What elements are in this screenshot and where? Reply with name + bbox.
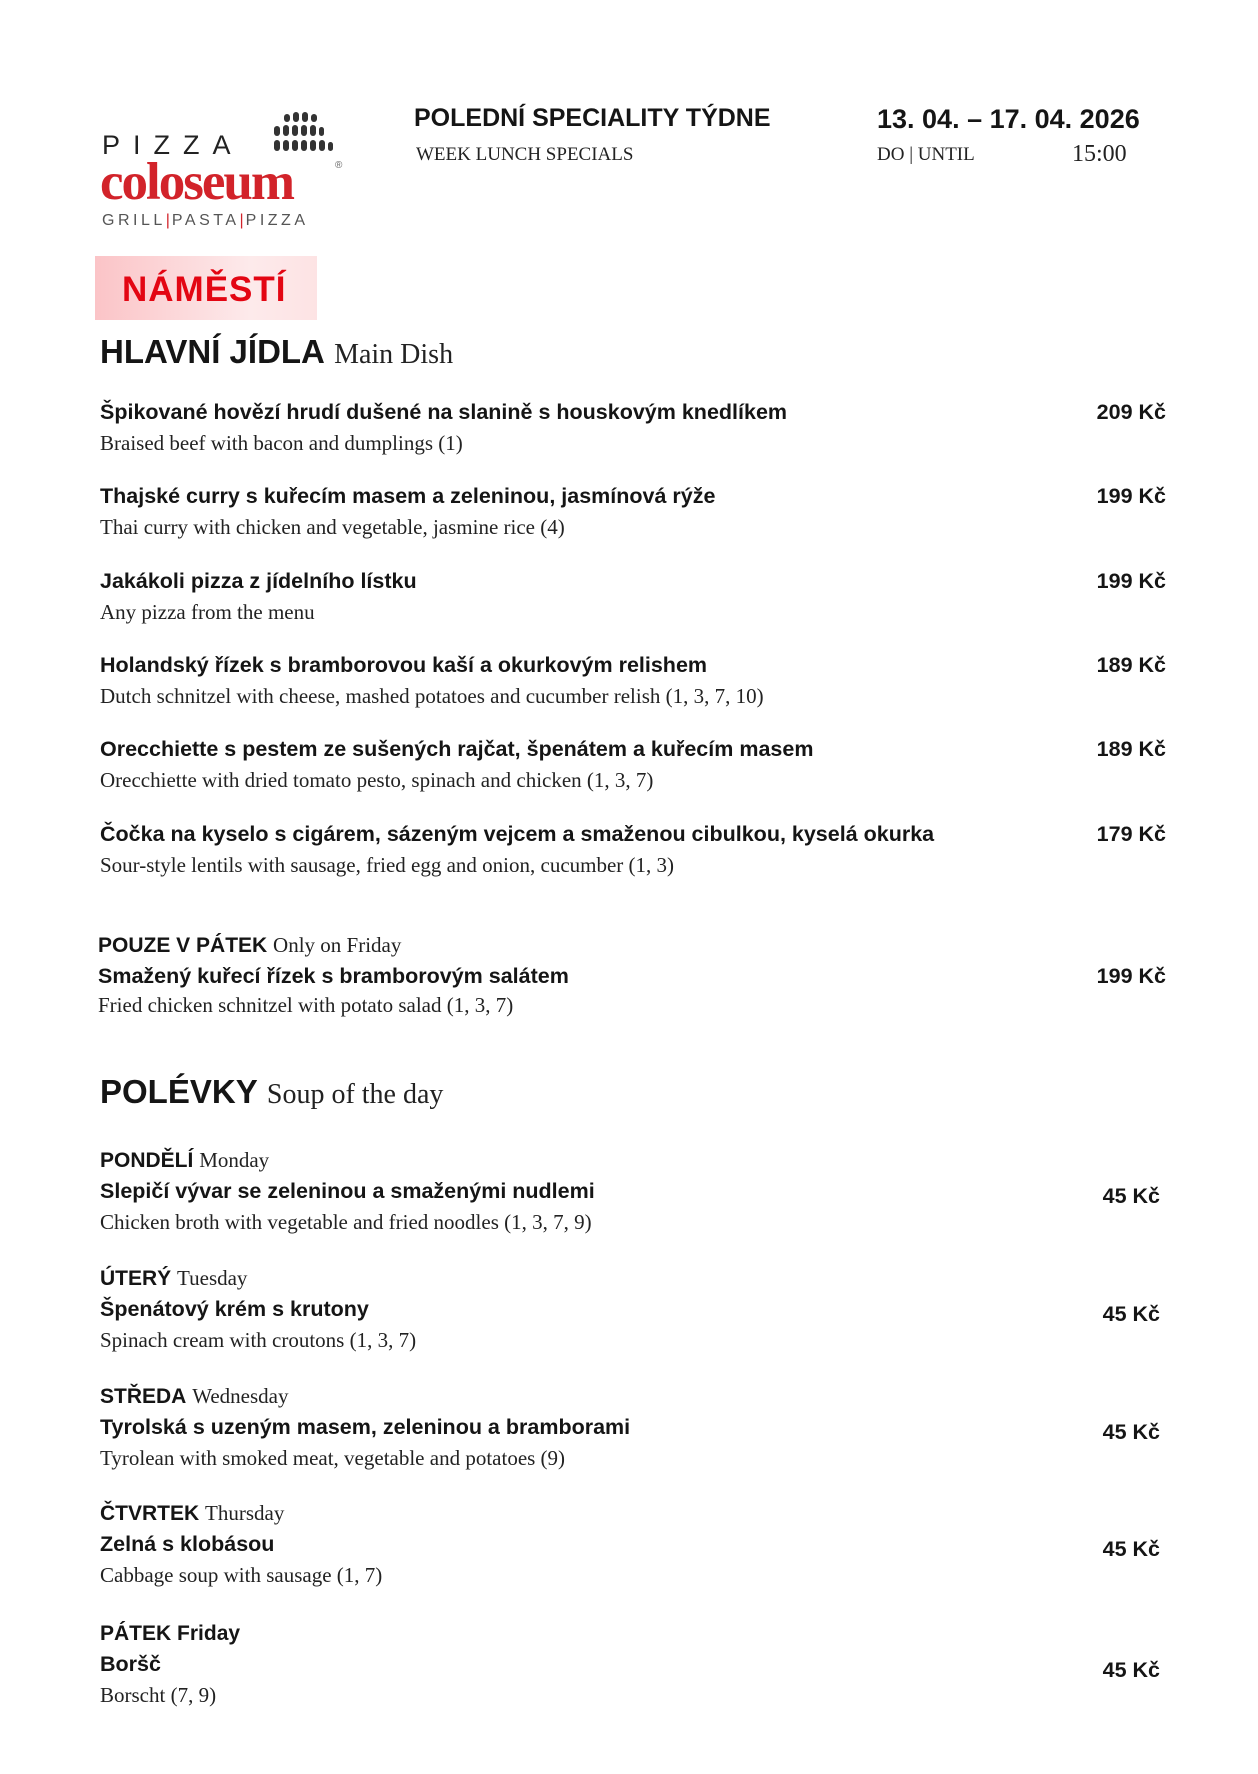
main-section-title xyxy=(100,333,453,371)
dish-price: 199 Kč xyxy=(1096,569,1166,593)
soup-price: 45 Kč xyxy=(1102,1302,1160,1326)
logo-brand-text: coloseum xyxy=(100,153,294,211)
day-cz: PÁTEK xyxy=(100,1622,172,1645)
tagline-separator: | xyxy=(165,212,172,229)
registered-mark: ® xyxy=(335,160,343,171)
dish-price: 189 Kč xyxy=(1096,737,1166,761)
menu-item xyxy=(100,653,1166,709)
day-cz: ÚTERÝ xyxy=(100,1267,172,1290)
soup-item xyxy=(100,1501,1160,1588)
soup-title-en: Soup of the day xyxy=(266,1079,444,1110)
dish-name-en: Any pizza from the menu xyxy=(100,600,315,624)
soup-section-title xyxy=(100,1073,443,1111)
menu-item xyxy=(100,737,1166,793)
until-label: DO | UNTIL xyxy=(877,144,975,165)
tagline-separator: | xyxy=(239,212,246,229)
soup-item xyxy=(100,1622,1160,1708)
soup-day xyxy=(100,1501,1160,1526)
header-subtitle: WEEK LUNCH SPECIALS xyxy=(416,144,634,165)
dish-name-en: Dutch schnitzel with cheese, mashed potatoes and cucumber relish (1, 3, 7, 10) xyxy=(100,684,764,708)
dish-name-en: Orecchiette with dried tomato pesto, spinach and chicken (1, 3, 7) xyxy=(100,768,654,792)
dish-name-en: Sour-style lentils with sausage, fried egg and onion, cucumber (1, 3) xyxy=(100,853,675,877)
logo xyxy=(100,106,360,236)
soup-day xyxy=(100,1148,1160,1173)
menu-item xyxy=(100,822,1166,878)
dish-name-cz: Jakákoli pizza z jídelního lístku xyxy=(100,569,417,593)
dish-name-en: Thai curry with chicken and vegetable, jasmine rice (4) xyxy=(100,515,565,539)
soup-name-cz: Slepičí vývar se zeleninou a smaženými nudlemi xyxy=(100,1179,595,1203)
day-en: Monday xyxy=(199,1148,270,1172)
dish-name-cz: Holandský řízek s bramborovou kaší a okurkovým relishem xyxy=(100,653,708,677)
menu-item xyxy=(100,484,1166,540)
day-cz: STŘEDA xyxy=(100,1385,187,1408)
day-en: Wednesday xyxy=(192,1384,289,1408)
tagline-grill: GRILL xyxy=(102,212,166,229)
location-label: NÁMĚSTÍ xyxy=(122,270,287,309)
friday-item xyxy=(98,964,1166,1018)
main-title-cz: HLAVNÍ JÍDLA xyxy=(100,333,325,370)
dish-name-cz: Thajské curry s kuřecím masem a zeleninou, jasmínová rýže xyxy=(100,484,716,508)
soup-day xyxy=(100,1266,1160,1291)
soup-title-cz: POLÉVKY xyxy=(100,1073,258,1110)
location-badge xyxy=(95,256,317,320)
dish-price: 199 Kč xyxy=(1096,484,1166,508)
dish-name-cz: Špikované hovězí hrudí dušené na slanině s houskovým knedlíkem xyxy=(100,400,788,424)
soup-day xyxy=(100,1622,1160,1646)
tagline-pasta: PASTA xyxy=(171,212,240,229)
soup-price: 45 Kč xyxy=(1102,1184,1160,1208)
soup-item xyxy=(100,1266,1160,1353)
friday-label-en: Only on Friday xyxy=(273,933,402,957)
soup-name-cz: Tyrolská s uzeným masem, zeleninou a bramborami xyxy=(100,1415,631,1439)
dish-name-cz: Orecchiette s pestem ze sušených rajčat, špenátem a kuřecím masem xyxy=(100,737,814,761)
soup-name-cz: Boršč xyxy=(100,1652,161,1676)
date-range: 13. 04. – 17. 04. 2026 xyxy=(877,104,1140,134)
day-en: Tuesday xyxy=(177,1266,248,1290)
soup-name-en: Borscht (7, 9) xyxy=(100,1683,217,1707)
soup-item xyxy=(100,1384,1160,1471)
soup-price: 45 Kč xyxy=(1102,1420,1160,1444)
soup-name-cz: Zelná s klobásou xyxy=(100,1532,275,1556)
dish-price: 209 Kč xyxy=(1096,400,1166,424)
menu-item xyxy=(100,400,1166,456)
tagline-pizza: PIZZA xyxy=(245,212,309,229)
soup-day xyxy=(100,1384,1160,1409)
soup-name-en: Cabbage soup with sausage (1, 7) xyxy=(100,1563,383,1587)
soup-name-en: Spinach cream with croutons (1, 3, 7) xyxy=(100,1328,417,1352)
menu-item xyxy=(100,569,1166,625)
until-time: 15:00 xyxy=(1072,141,1127,167)
main-title-en: Main Dish xyxy=(334,339,454,370)
dish-price: 189 Kč xyxy=(1096,653,1166,677)
header-title: POLEDNÍ SPECIALITY TÝDNE xyxy=(414,104,771,132)
friday-only-label xyxy=(98,933,401,958)
day-en: Friday xyxy=(177,1622,241,1645)
logo-pizza-text: PIZZA xyxy=(102,130,244,160)
soup-name-en: Chicken broth with vegetable and fried noodles (1, 3, 7, 9) xyxy=(100,1210,592,1234)
soup-price: 45 Kč xyxy=(1102,1658,1160,1682)
dish-name-en: Braised beef with bacon and dumplings (1) xyxy=(100,431,463,455)
dish-price: 199 Kč xyxy=(1096,964,1166,988)
friday-label-cz: POUZE V PÁTEK xyxy=(98,934,268,957)
soup-price: 45 Kč xyxy=(1102,1537,1160,1561)
logo-tagline xyxy=(102,212,309,230)
dish-name-cz: Čočka na kyselo s cigárem, sázeným vejcem a smaženou cibulkou, kyselá okurka xyxy=(100,822,935,846)
soup-name-en: Tyrolean with smoked meat, vegetable and potatoes (9) xyxy=(100,1446,566,1470)
soup-name-cz: Špenátový krém s krutony xyxy=(100,1297,369,1321)
dish-name-en: Fried chicken schnitzel with potato salad (1, 3, 7) xyxy=(98,993,514,1017)
soup-item xyxy=(100,1148,1160,1235)
dish-price: 179 Kč xyxy=(1096,822,1166,846)
day-cz: ČTVRTEK xyxy=(100,1502,200,1525)
dish-name-cz: Smažený kuřecí řízek s bramborovým salátem xyxy=(98,964,569,988)
day-cz: PONDĚLÍ xyxy=(100,1149,194,1172)
day-en: Thursday xyxy=(205,1501,285,1525)
